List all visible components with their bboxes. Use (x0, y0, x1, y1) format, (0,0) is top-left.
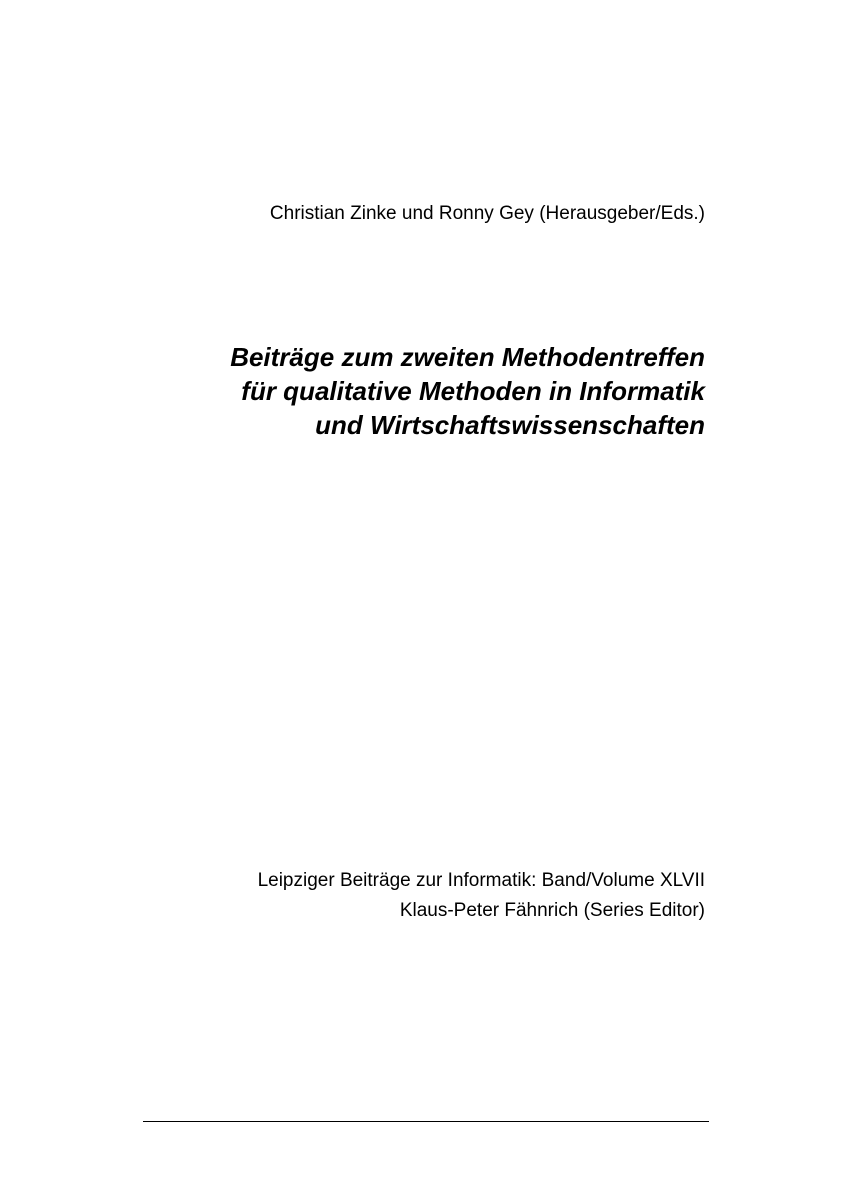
book-title (230, 340, 705, 442)
series-editor: Klaus-Peter Fähnrich (Series Editor) (399, 900, 705, 921)
title-line-3: und Wirtschaftswissenschaften (315, 410, 705, 440)
bottom-divider (143, 1121, 709, 1122)
series-name: Leipziger Beiträge zur Informatik: Band/Volume XLVII (257, 870, 705, 891)
title-line-2: für qualitative Methoden in Informatik (241, 376, 705, 406)
editors-line: Christian Zinke und Ronny Gey (Herausgeber/Eds.) (269, 203, 705, 224)
series-info (258, 866, 705, 926)
title-line-1: Beiträge zum zweiten Methodentreffen (230, 342, 705, 372)
